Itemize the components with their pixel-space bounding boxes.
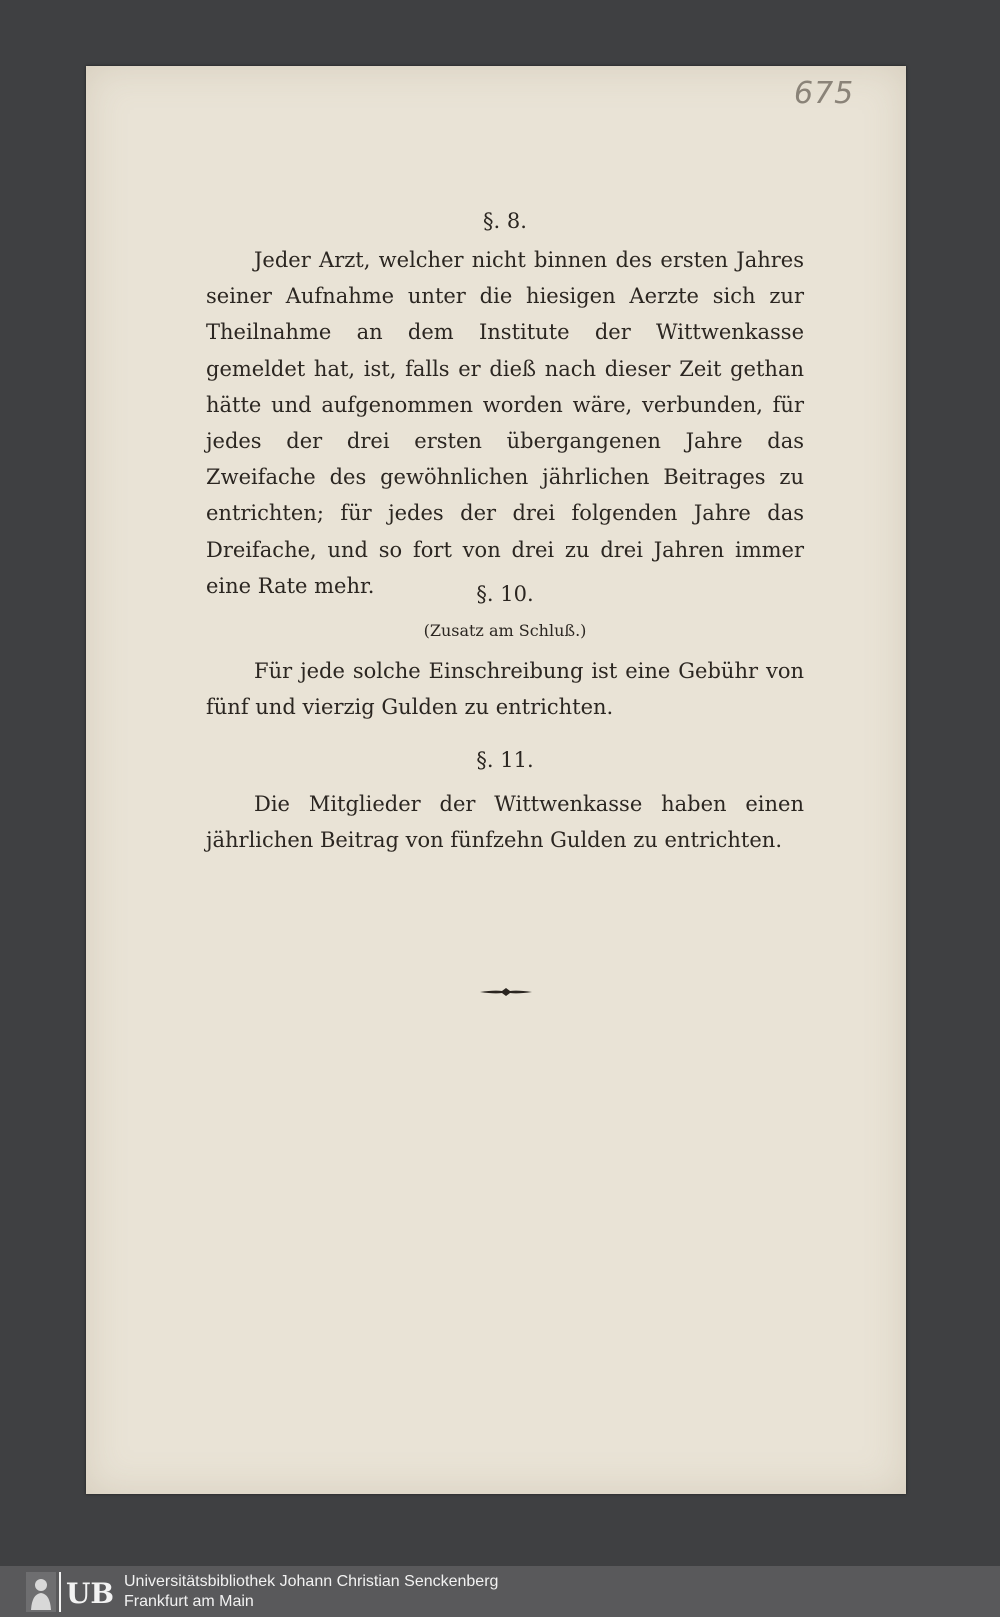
section-10-paragraph: Für jede solche Einschreibung ist eine Gebühr von fünf und vierzig Gulden zu entrichten. xyxy=(206,659,804,720)
ornament-divider-icon xyxy=(478,985,534,999)
section-10-subheading: (Zusatz am Schluß.) xyxy=(423,621,587,640)
pencil-page-number: 675 xyxy=(794,76,855,111)
ub-logo-text: UB xyxy=(66,1577,115,1610)
ub-logo-icon xyxy=(26,1572,118,1612)
document-page xyxy=(86,66,906,1494)
library-footer xyxy=(0,1566,1000,1617)
section-11-paragraph: Die Mitglieder der Wittwenkasse haben einen jährlichen Beitrag von fünfzehn Gulden zu entrichten. xyxy=(206,792,804,853)
section-10-heading: §. 10. xyxy=(476,582,534,606)
footer-line-2: Frankfurt am Main xyxy=(124,1593,254,1610)
section-11-heading: §. 11. xyxy=(476,748,534,772)
section-8-heading: §. 8. xyxy=(483,209,527,233)
footer-line-1: Universitätsbibliothek Johann Christian Senckenberg xyxy=(124,1573,499,1590)
section-8-paragraph: Jeder Arzt, welcher nicht binnen des ersten Jahres seiner Aufnahme unter die hiesigen Aerzte sich zur Theilnahme an dem Institute der Wittwenkasse gemeldet hat, ist, falls er dieß nach dieser Zeit gethan hätte und aufgenommen worden wäre, verbunden, für jedes der drei ersten übergangenen Jahre das Zweifache des gewöhnlichen jährlichen Beitrages zu entrichten; für jedes der drei folgenden Jahre das Dreifache, und so fort von drei zu drei Jahren immer eine Rate mehr. xyxy=(206,248,804,598)
